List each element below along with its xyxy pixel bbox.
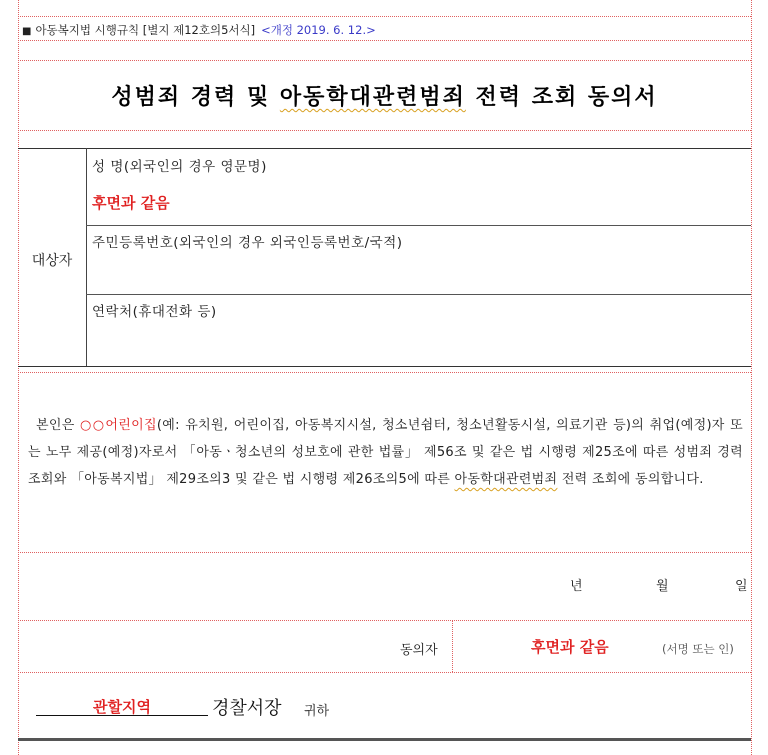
revision-note: <개정 2019. 6. 12.> — [261, 23, 376, 37]
guide-line — [18, 372, 751, 373]
guide-line — [18, 60, 751, 61]
guide-line — [18, 672, 751, 673]
consent-part: 본인은 — [36, 418, 81, 433]
signer-label: 동의자 — [400, 643, 438, 658]
institution-name[interactable]: ○○어린이집 — [80, 418, 157, 433]
name-label: 성 명(외국인의 경우 영문명) — [92, 159, 267, 175]
consent-statement — [28, 412, 743, 493]
contact-label: 연락처(휴대전화 등) — [92, 304, 217, 320]
region-field[interactable]: 관할지역 — [93, 698, 151, 716]
date-year[interactable]: 년 — [570, 579, 583, 594]
addressee-honorific: 귀하 — [304, 704, 330, 719]
row-divider — [86, 294, 751, 295]
signature-note: (서명 또는 인) — [662, 642, 734, 656]
signer-value[interactable]: 후면과 같음 — [531, 638, 609, 656]
guide-line — [18, 552, 751, 553]
table-divider — [86, 148, 87, 366]
guide-line — [18, 620, 751, 621]
signature-divider — [452, 620, 453, 672]
rrn-label: 주민등록번호(외국인의 경우 외국인등록번호/국적) — [92, 235, 403, 251]
region-underline — [36, 715, 208, 716]
guide-line — [18, 40, 751, 41]
page-bottom-border — [18, 738, 751, 741]
table-bottom-border — [18, 366, 751, 367]
consent-part: (예: 유치원, 어린이집, 아동복지시설, 청소년쉼터, 청소년활동시설, 의료기관 등)의 취업(예정)자 또는 노무 제공(예정)자로서 「아동ㆍ청소년의 성보호에 관한 법률」 제56조 및 같은 법 시행령 제25조에 따른 성범죄 경력 조회와 「아동복지법」 제29조의3 및 같은 법 시행령 제26조의5에 따른 — [28, 418, 743, 487]
guide-line — [18, 16, 751, 17]
date-day[interactable]: 일 — [735, 579, 748, 594]
margin-guide-left — [18, 0, 19, 755]
document-title — [18, 80, 751, 111]
police-station-label: 경찰서장 — [212, 698, 282, 719]
form-reference — [22, 22, 376, 38]
table-top-border — [18, 148, 751, 149]
consent-underlined: 아동학대관련범죄 — [454, 472, 558, 487]
form-ref-text: 아동복지법 시행규칙 [별지 제12호의5서식] — [35, 23, 256, 37]
subject-label: 대상자 — [31, 253, 73, 269]
square-bullet-icon: ■ — [22, 26, 32, 37]
title-suffix: 전력 조회 동의서 — [465, 85, 658, 110]
date-month[interactable]: 월 — [656, 579, 669, 594]
guide-line — [18, 130, 751, 131]
title-prefix: 성범죄 경력 및 — [111, 85, 280, 110]
title-underlined: 아동학대관련범죄 — [279, 85, 466, 110]
consent-part: 전력 조회에 동의합니다. — [557, 472, 704, 487]
margin-guide-right — [751, 0, 752, 755]
row-divider — [86, 225, 751, 226]
name-value[interactable]: 후면과 같음 — [92, 194, 170, 212]
